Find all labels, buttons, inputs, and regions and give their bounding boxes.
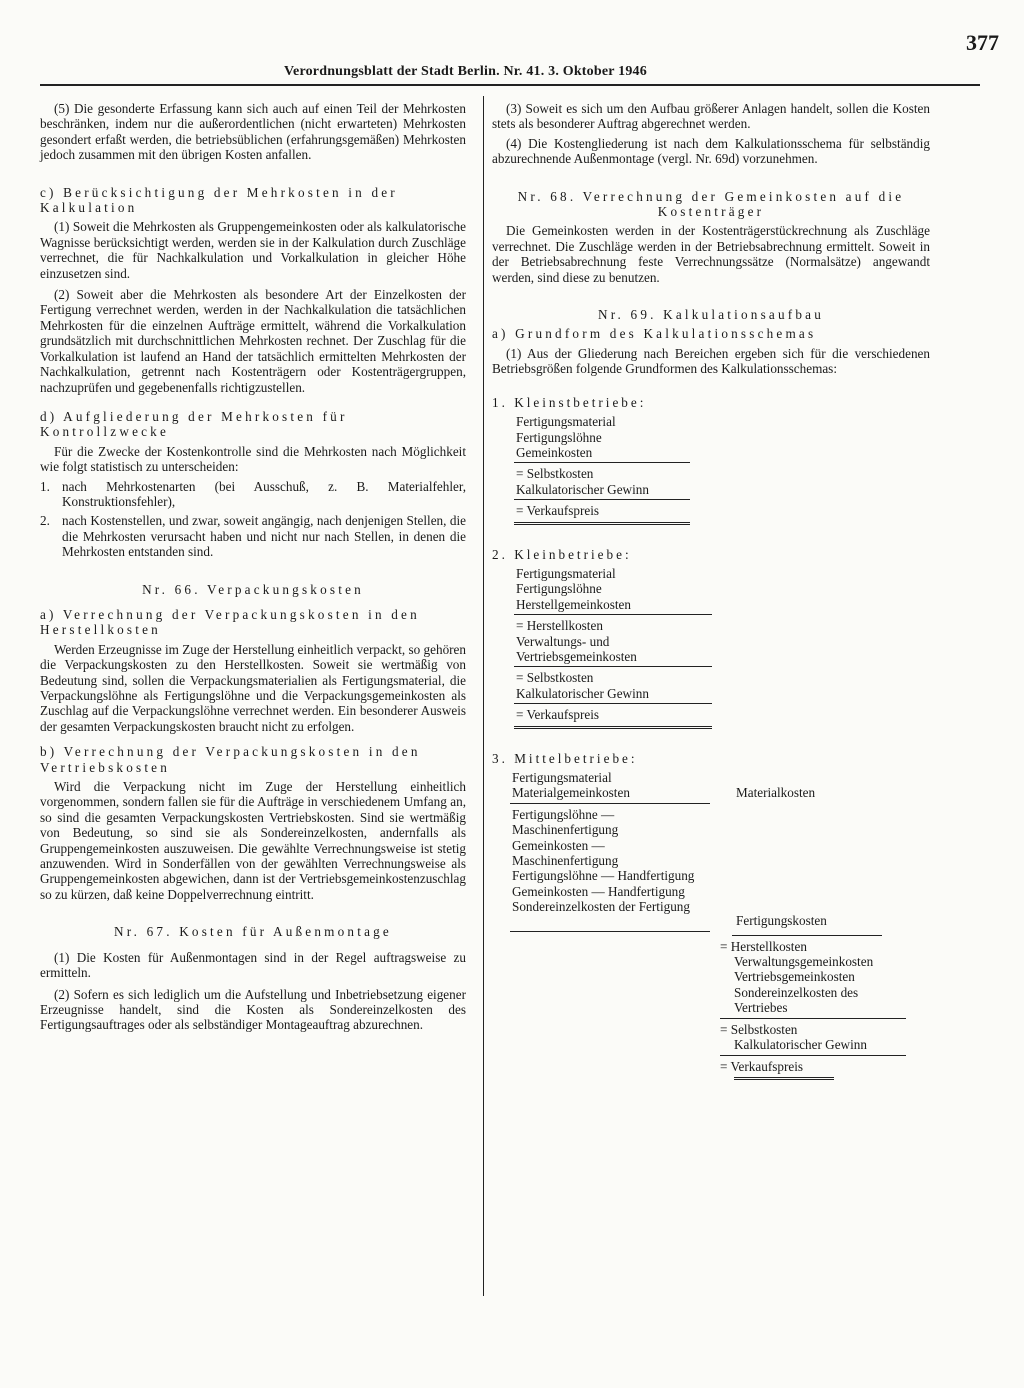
scheme-result: = Verkaufspreis [516, 503, 599, 519]
scheme-rule [510, 803, 710, 804]
section-heading-nr69a: a) Grundform des Kalkulationsschemas [492, 326, 817, 342]
scheme-line: Fertigungslöhne [516, 429, 602, 445]
scheme-line: Fertigungslöhne — Handfertigung [512, 868, 695, 884]
scheme-line: Gemeinkosten — Handfertigung [512, 883, 685, 899]
list-number: 1. [40, 478, 50, 494]
column-divider [483, 96, 484, 1296]
scheme-rule [510, 931, 710, 932]
paragraph-nr68: Die Gemeinkosten werden in der Kostenträgerstückrechnung als Zuschläge verrechnet. Die Zuschläge werden in der Betriebsabrechnung ermittelt. Soweit in der Betriebsabrechnung feste Verrechnungssätze (Normalsätze) angewandt werden, sind diese zu benutzen. [492, 223, 930, 285]
scheme-rule [514, 614, 712, 615]
section-heading-nr68: Nr. 68. Verrechnung der Gemeinkosten auf die Kostenträger [517, 188, 905, 220]
scheme-line: Fertigungsmaterial [516, 414, 616, 430]
scheme-line: Verwaltungs- und Vertriebsgemeinkosten [516, 633, 637, 664]
page-number: 377 [966, 30, 999, 55]
scheme-3-title: 3. Mittelbetriebe: [492, 750, 638, 766]
paragraph-nr66b: Wird die Verpackung nicht im Zuge der Herstellung einheitlich vorgenommen, sondern fallen sie für die Aufträge in verschiedenem Umfang an, so sind die gesamten Verpackungskosten Vertriebskosten. Sind sie wertmäßig von Bedeutung, so sind sie als Sondereinzelkosten, andernfalls als Gruppengemeinkosten auszuweisen. Die gewählte Verrechnungsweise ist stetig anzuwenden. Wird in Sonderfällen von der gewählten Verrechnungsweise als Gruppengemeinkosten abgewichen, dann ist der Vertriebsgemeinkostenzuschlag so zu kürzen, daß keine Doppelverrechnung eintritt. [40, 779, 466, 902]
scheme-line: Sondereinzelkosten der Fertigung [512, 899, 690, 915]
scheme-result: = Verkaufspreis [720, 1058, 803, 1074]
scheme-2-title: 2. Kleinbetriebe: [492, 546, 632, 562]
section-heading-nr66a: a) Verrechnung der Verpackungskosten in den Herstellkosten [40, 606, 420, 638]
scheme-line: Fertigungslöhne [516, 581, 602, 597]
scheme-line: Fertigungslöhne — Maschinenfertigung [512, 806, 619, 838]
list-text: nach Kostenstellen, und zwar, soweit angängig, nach denjenigen Stellen, die die Mehrkosten verursacht haben und nicht nur nach Stellen, in denen die Mehrkosten entstanden sind. [62, 513, 466, 560]
scheme-rule [720, 1055, 906, 1056]
scheme-1-title: 1. Kleinstbetriebe: [492, 394, 647, 410]
scheme-line: Herstellgemeinkosten [516, 596, 631, 612]
section-heading-nr66b: b) Verrechnung der Verpackungskosten in den Vertriebskosten [40, 744, 421, 775]
paragraph-3: (3) Soweit es sich um den Aufbau größerer Anlagen handelt, sollen die Kosten stets als besonderer Auftrag abgerechnet werden. [492, 101, 930, 132]
paragraph-c1: (1) Soweit die Mehrkosten als Gruppengemeinkosten oder als kalkulatorische Wagnisse berücksichtigt werden, werden sie in der Kalkulation durch Zuschläge verrechnet, die für Nachkalkulation und Vorkalkulation in gleicher Höhe einzusetzen sind. [40, 219, 466, 281]
scheme-line: Gemeinkosten [516, 444, 593, 460]
scheme-line: Materialgemeinkosten [512, 785, 630, 801]
scheme-rule [732, 935, 882, 936]
paragraph-4: (4) Die Kostengliederung ist nach dem Kalkulationsschema für selbständig abzurechnende Außenmontage (vergl. Nr. 69d) vorzunehmen. [492, 135, 930, 167]
paragraph-nr66a: Werden Erzeugnisse im Zuge der Herstellung einheitlich verpackt, so gehören die Verpackungskosten zu den Herstellkosten. Soweit sie wertmäßig von Bedeutung sind, sollen die Verpackungsmaterialien als Fertigungsmaterial, die Verpackungslöhne als Fertigungslöhne und die Verpackungsgemeinkosten als Zuschlag auf die Verpackungslöhne verrechnet werden. Ein besonderer Ausweis der gesamten Verpackungskosten braucht nicht zu erfolgen. [40, 641, 466, 734]
paragraph-nr67-2: (2) Sofern es sich lediglich um die Aufstellung und Inbetriebsetzung eigener Erzeugnisse handelt, sind die Kosten als Sondereinzelkosten des Fertigungsauftrages oder als selbständiger Montageauftrag abzurechnen. [40, 986, 466, 1033]
paragraph-c2: (2) Soweit aber die Mehrkosten als besondere Art der Einzelkosten der Fertigung verrechnet werden, werden in der Nachkalkulation die tatsächlichen Mehrkosten für die einzelnen Aufträge ermittelt, während die Vorkalkulation grundsätzlich mit durchschnittlichen Mehrkosten rechnet. Der Zuschlag für die Vorkalkulation ist laufend an Hand der tatsächlich ermittelten Mehrkosten der Nachkalkulation, getrennt nach Kostenträgern oder Kostenträgergruppen, nachzuprüfen und gegebenenfalls richtigzustellen. [40, 287, 466, 395]
scheme-result: = Verkaufspreis [516, 707, 599, 723]
scheme-subtotal: Fertigungskosten [736, 913, 827, 929]
paragraph-5: (5) Die gesonderte Erfassung kann sich auch auf einen Teil der Mehrkosten beschränken, indem nur die außerordentlichen (nicht erwarteten) Mehrkosten gesondert erfaßt werden, die betriebsüblichen (erfahrungsgemäßen) Mehrkosten jedoch zusammen mit den übrigen Kosten anfallen. [40, 101, 466, 163]
section-heading-nr67: Nr. 67. Kosten für Außenmontage [114, 924, 392, 940]
scheme-line: Sondereinzelkosten des Vertriebes [734, 984, 859, 1016]
scheme-rule [514, 462, 690, 463]
left-column [40, 101, 466, 1033]
scheme-result: = Herstellkosten [516, 618, 603, 634]
section-heading-c: c) Berücksichtigung der Mehrkosten in der Kalkulation [40, 184, 398, 216]
right-column [492, 101, 930, 1080]
header-rule [40, 84, 980, 86]
scheme-line: Gemeinkosten — Maschinenfertigung [512, 837, 619, 869]
list-item [40, 513, 466, 559]
scheme-rule [514, 703, 712, 704]
paragraph-nr69a1: (1) Aus der Gliederung nach Bereichen ergeben sich für die verschiedenen Betriebsgrößen folgende Grundformen des Kalkulationsschemas: [492, 345, 930, 377]
scheme-subtotal: Materialkosten [736, 785, 816, 801]
scheme-line: Verwaltungsgemeinkosten [734, 954, 874, 970]
scheme-line: Fertigungsmaterial [512, 770, 612, 785]
scheme-line: Vertriebsgemeinkosten [734, 969, 855, 985]
scheme-double-rule [734, 1077, 834, 1080]
scheme-rule [514, 666, 712, 667]
section-heading-d: d) Aufgliederung der Mehrkosten für Kontrollzwecke [40, 408, 348, 440]
list-number: 2. [40, 513, 50, 529]
paragraph-d-intro: Für die Zwecke der Kostenkontrolle sind die Mehrkosten nach Möglichkeit wie folgt statistisch zu unterscheiden: [40, 443, 466, 475]
scheme-result: = Selbstkosten [516, 670, 594, 686]
scheme-line: Kalkulatorischer Gewinn [516, 481, 649, 497]
scheme-line: Fertigungsmaterial [516, 565, 616, 581]
scheme-result: = Selbstkosten [720, 1021, 798, 1037]
scheme-rule [720, 1018, 906, 1019]
scheme-line: Kalkulatorischer Gewinn [734, 1037, 867, 1053]
scheme-rule [514, 499, 690, 500]
section-heading-nr69: Nr. 69. Kalkulationsaufbau [597, 307, 825, 323]
scheme-result: = Herstellkosten [720, 938, 807, 954]
running-header: Verordnungsblatt der Stadt Berlin. Nr. 41. 3. Oktober 1946 [284, 64, 647, 79]
paragraph-nr67-1: (1) Die Kosten für Außenmontagen sind in der Regel auftragsweise zu ermitteln. [40, 949, 466, 981]
section-heading-nr66: Nr. 66. Verpackungskosten [142, 581, 364, 597]
list-item [40, 479, 466, 510]
scheme-line: Kalkulatorischer Gewinn [516, 685, 649, 701]
list-text: nach Mehrkostenarten (bei Ausschuß, z. B. Materialfehler, Konstruktionsfehler), [62, 478, 466, 509]
scheme-result: = Selbstkosten [516, 466, 594, 482]
